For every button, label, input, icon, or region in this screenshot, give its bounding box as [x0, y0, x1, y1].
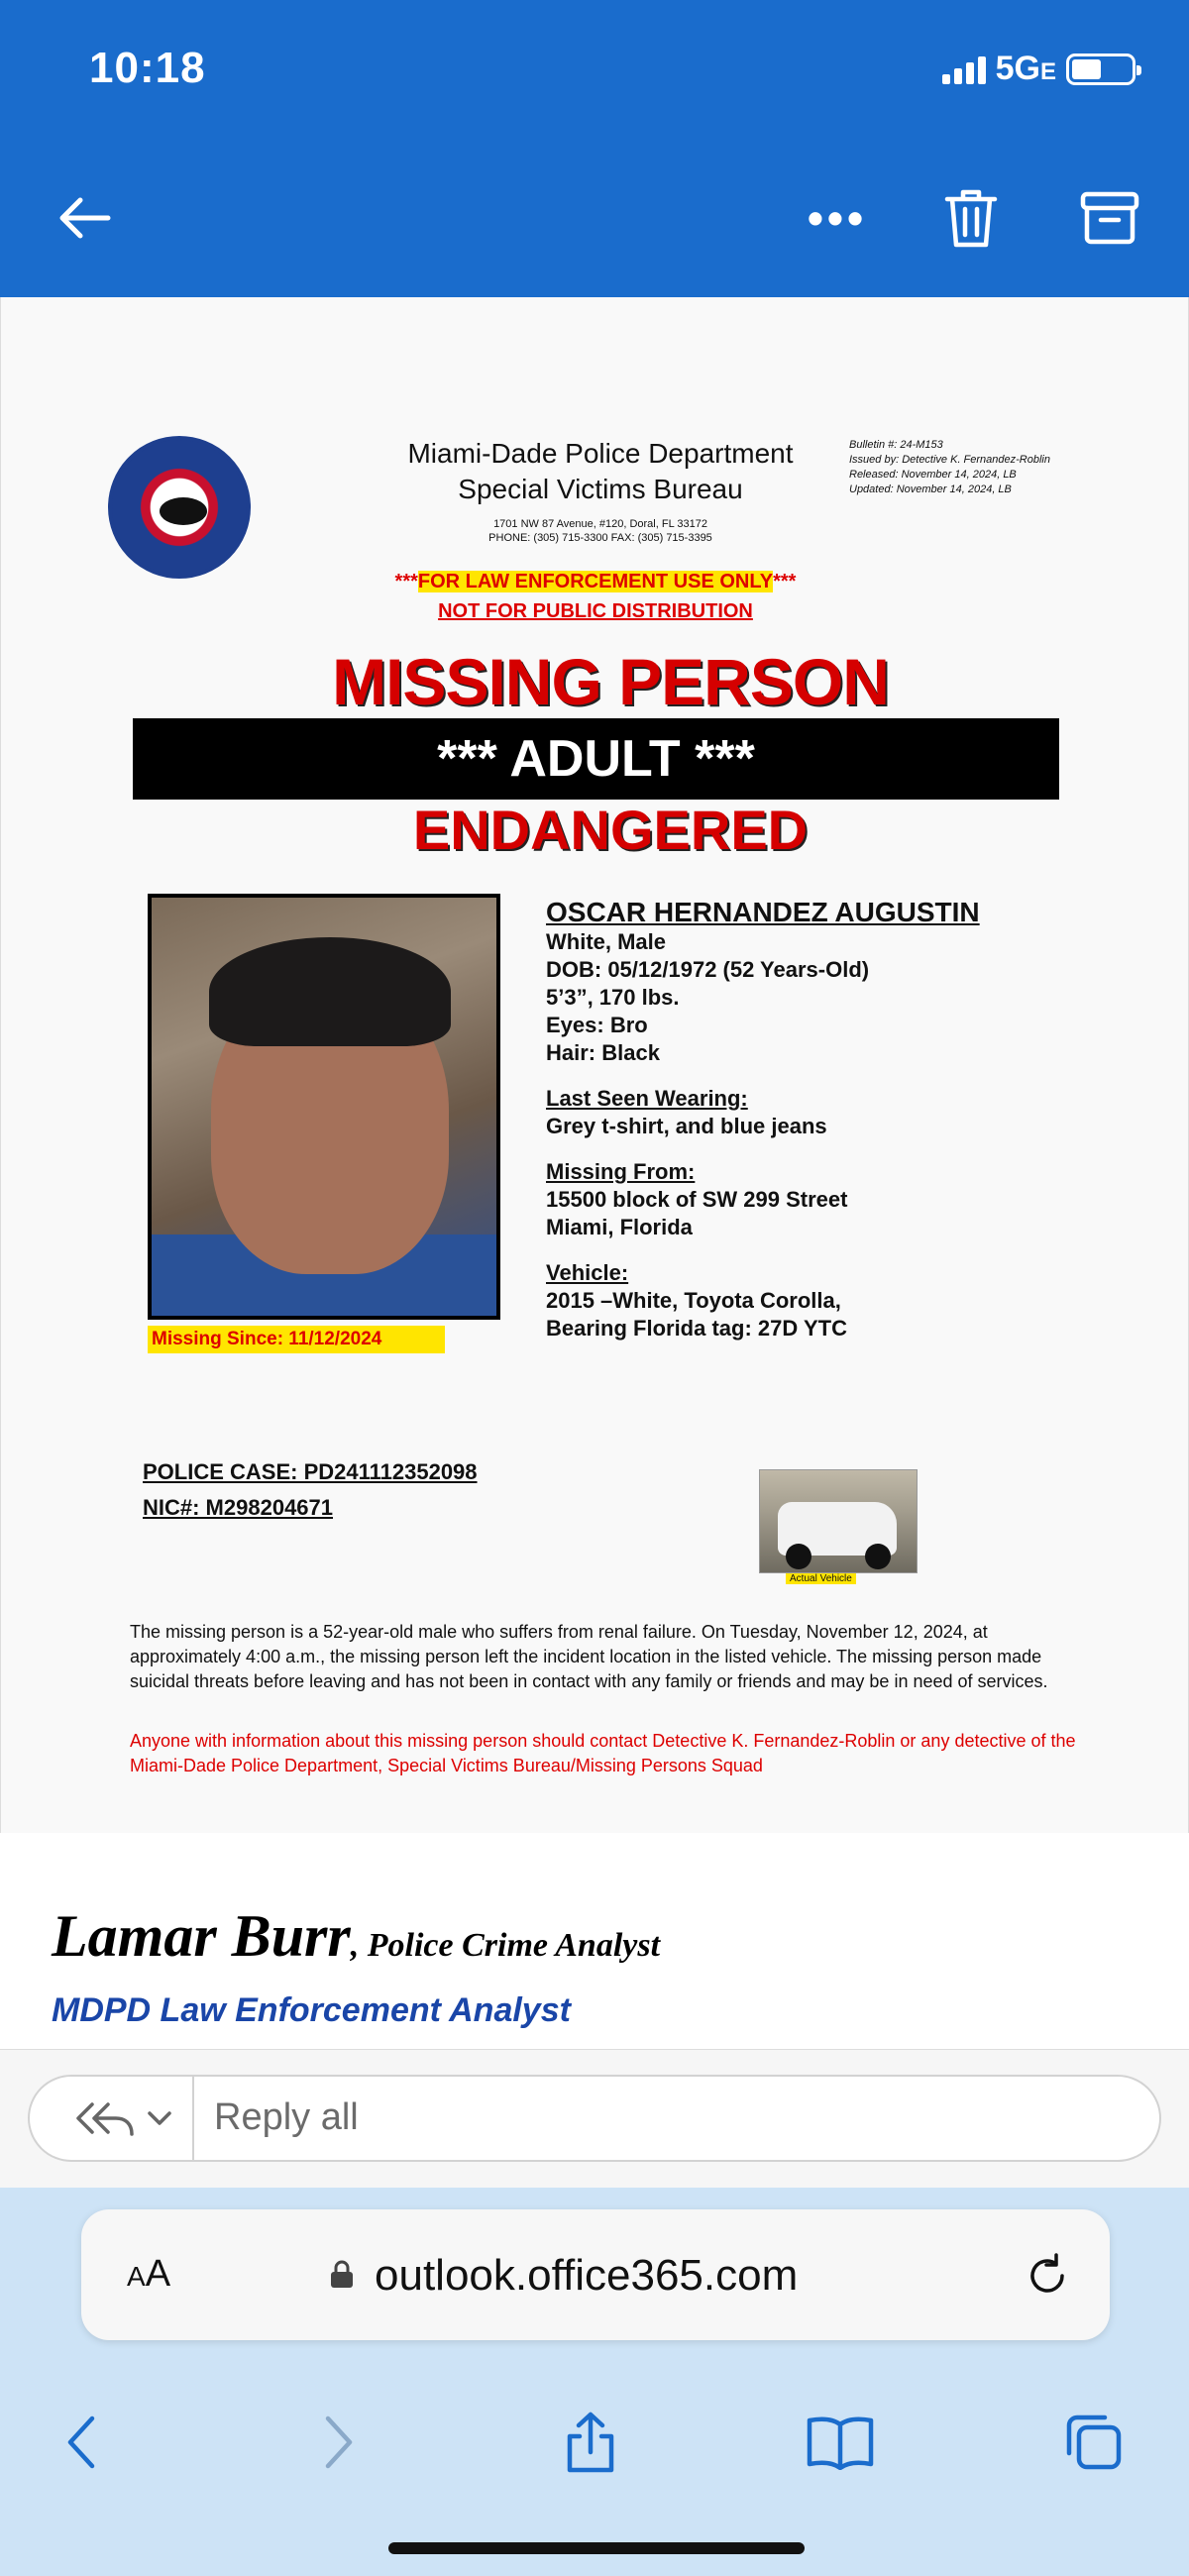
vehicle-caption: Actual Vehicle — [786, 1573, 856, 1584]
missing-since: Missing Since: 11/12/2024 — [148, 1326, 445, 1353]
share-icon — [564, 2411, 617, 2474]
more-dots-icon: ••• — [807, 192, 868, 244]
bulletin-number: Bulletin #: 24-M153 — [849, 439, 943, 451]
lock-icon — [329, 2259, 355, 2289]
bulletin-info — [849, 438, 1146, 497]
dept-phone: PHONE: (305) 715-3300 FAX: (305) 715-3395 — [488, 532, 712, 544]
reply-placeholder: Reply all — [214, 2096, 359, 2138]
more-options-button[interactable] — [793, 178, 882, 258]
headline-missing-person: MISSING PERSON — [332, 645, 889, 718]
back-arrow-icon — [56, 196, 112, 240]
reply-all-icon — [74, 2098, 136, 2138]
bulletin-updated: Updated: November 14, 2024, LB — [849, 483, 1012, 495]
law-enforcement-notice: ***FOR LAW ENFORCEMENT USE ONLY*** — [394, 571, 797, 592]
race-sex: White, Male — [546, 929, 667, 954]
chevron-right-icon — [324, 2415, 354, 2470]
height-weight: 5’3”, 170 lbs. — [546, 985, 680, 1010]
vehicle-line1: 2015 –White, Toyota Corolla, — [546, 1288, 841, 1313]
wearing-label: Last Seen Wearing: — [546, 1086, 748, 1111]
address-bar[interactable] — [81, 2209, 1110, 2340]
bulletin-issued: Issued by: Detective K. Fernandez-Roblin — [849, 454, 1050, 466]
browser-back-button[interactable] — [42, 2408, 121, 2477]
reply-all-field[interactable] — [28, 2075, 1161, 2162]
back-button[interactable] — [40, 178, 129, 258]
top-bar — [0, 0, 1189, 297]
department-header — [358, 436, 843, 545]
browser-chrome — [0, 2188, 1189, 2576]
chevron-left-icon — [66, 2415, 96, 2470]
eyes: Eyes: Bro — [546, 1013, 648, 1037]
book-icon — [806, 2415, 875, 2470]
reload-icon[interactable] — [1023, 2251, 1072, 2301]
wearing: Grey t-shirt, and blue jeans — [546, 1114, 827, 1138]
case-numbers — [143, 1454, 478, 1526]
dept-address: 1701 NW 87 Avenue, #120, Doral, FL 33172 — [493, 518, 707, 530]
vehicle-photo — [759, 1469, 918, 1573]
network-label: 5GE — [995, 50, 1056, 87]
battery-icon — [1066, 54, 1135, 85]
home-indicator — [388, 2542, 805, 2554]
reply-divider — [192, 2077, 194, 2160]
tabs-icon — [1063, 2412, 1125, 2473]
tabs-button[interactable] — [1054, 2408, 1134, 2477]
browser-forward-button[interactable] — [299, 2408, 378, 2477]
reply-options-button[interactable] — [50, 2077, 198, 2160]
bookmarks-button[interactable] — [801, 2408, 880, 2477]
police-case: POLICE CASE: PD241112352098 — [143, 1459, 478, 1484]
person-name: OSCAR HERNANDEZ AUGUSTIN — [546, 897, 980, 927]
signal-icon — [942, 54, 986, 84]
person-details — [546, 897, 1101, 1342]
dob: DOB: 05/12/1972 (52 Years-Old) — [546, 957, 870, 982]
url-text: outlook.office365.com — [375, 2251, 799, 2300]
status-icons — [942, 50, 1135, 88]
adult-banner: *** ADULT *** — [133, 718, 1059, 800]
signature-title: MDPD Law Enforcement Analyst — [52, 1991, 571, 2029]
dept-name: Miami-Dade Police Department — [407, 438, 794, 469]
bulletin-released: Released: November 14, 2024, LB — [849, 469, 1017, 481]
status-time: 10:18 — [89, 44, 206, 92]
endangered-label: ENDANGERED — [412, 799, 809, 861]
incident-description: The missing person is a 52-year-old male who suffers from renal failure. On Tuesday, November 12, 2024, at approximately 4:00 a.m., the missing person left the incident location in the listed vehicle. The missing person made suicidal threats before leaving and has not been in contact with any family or friends and may be in need of services. — [130, 1622, 1048, 1691]
trash-icon — [943, 187, 999, 249]
contact-notice: Anyone with information about this missing person should contact Detective K. Fernandez-Roblin or any detective of the Miami-Dade Police Department, Special Victims Bureau/Missing Persons Squad — [130, 1731, 1076, 1775]
reply-bar — [0, 2049, 1189, 2188]
missing-from-line1: 15500 block of SW 299 Street — [546, 1187, 848, 1212]
vehicle-label: Vehicle: — [546, 1260, 629, 1285]
bureau-name: Special Victims Bureau — [458, 474, 743, 504]
vehicle-line2: Bearing Florida tag: 27D YTC — [546, 1316, 847, 1341]
delete-button[interactable] — [931, 178, 1011, 258]
missing-from-line2: Miami, Florida — [546, 1215, 693, 1239]
police-seal-logo — [108, 436, 251, 579]
not-public-notice: NOT FOR PUBLIC DISTRIBUTION — [438, 600, 753, 622]
archive-icon — [1079, 190, 1140, 246]
hair: Hair: Black — [546, 1040, 660, 1065]
nic-number: NIC#: M298204671 — [143, 1495, 334, 1520]
email-signature — [52, 1902, 660, 1971]
share-button[interactable] — [551, 2408, 630, 2477]
signature-name: Lamar Burr — [52, 1903, 351, 1969]
archive-button[interactable] — [1065, 178, 1154, 258]
missing-person-flyer — [0, 297, 1189, 1833]
reader-options-button[interactable]: AA — [127, 2253, 171, 2295]
chevron-down-icon — [146, 2109, 173, 2127]
browser-toolbar — [0, 2386, 1189, 2495]
signature-role: , Police Crime Analyst — [350, 1927, 661, 1964]
missing-from-label: Missing From: — [546, 1159, 696, 1184]
person-photo — [148, 894, 500, 1320]
